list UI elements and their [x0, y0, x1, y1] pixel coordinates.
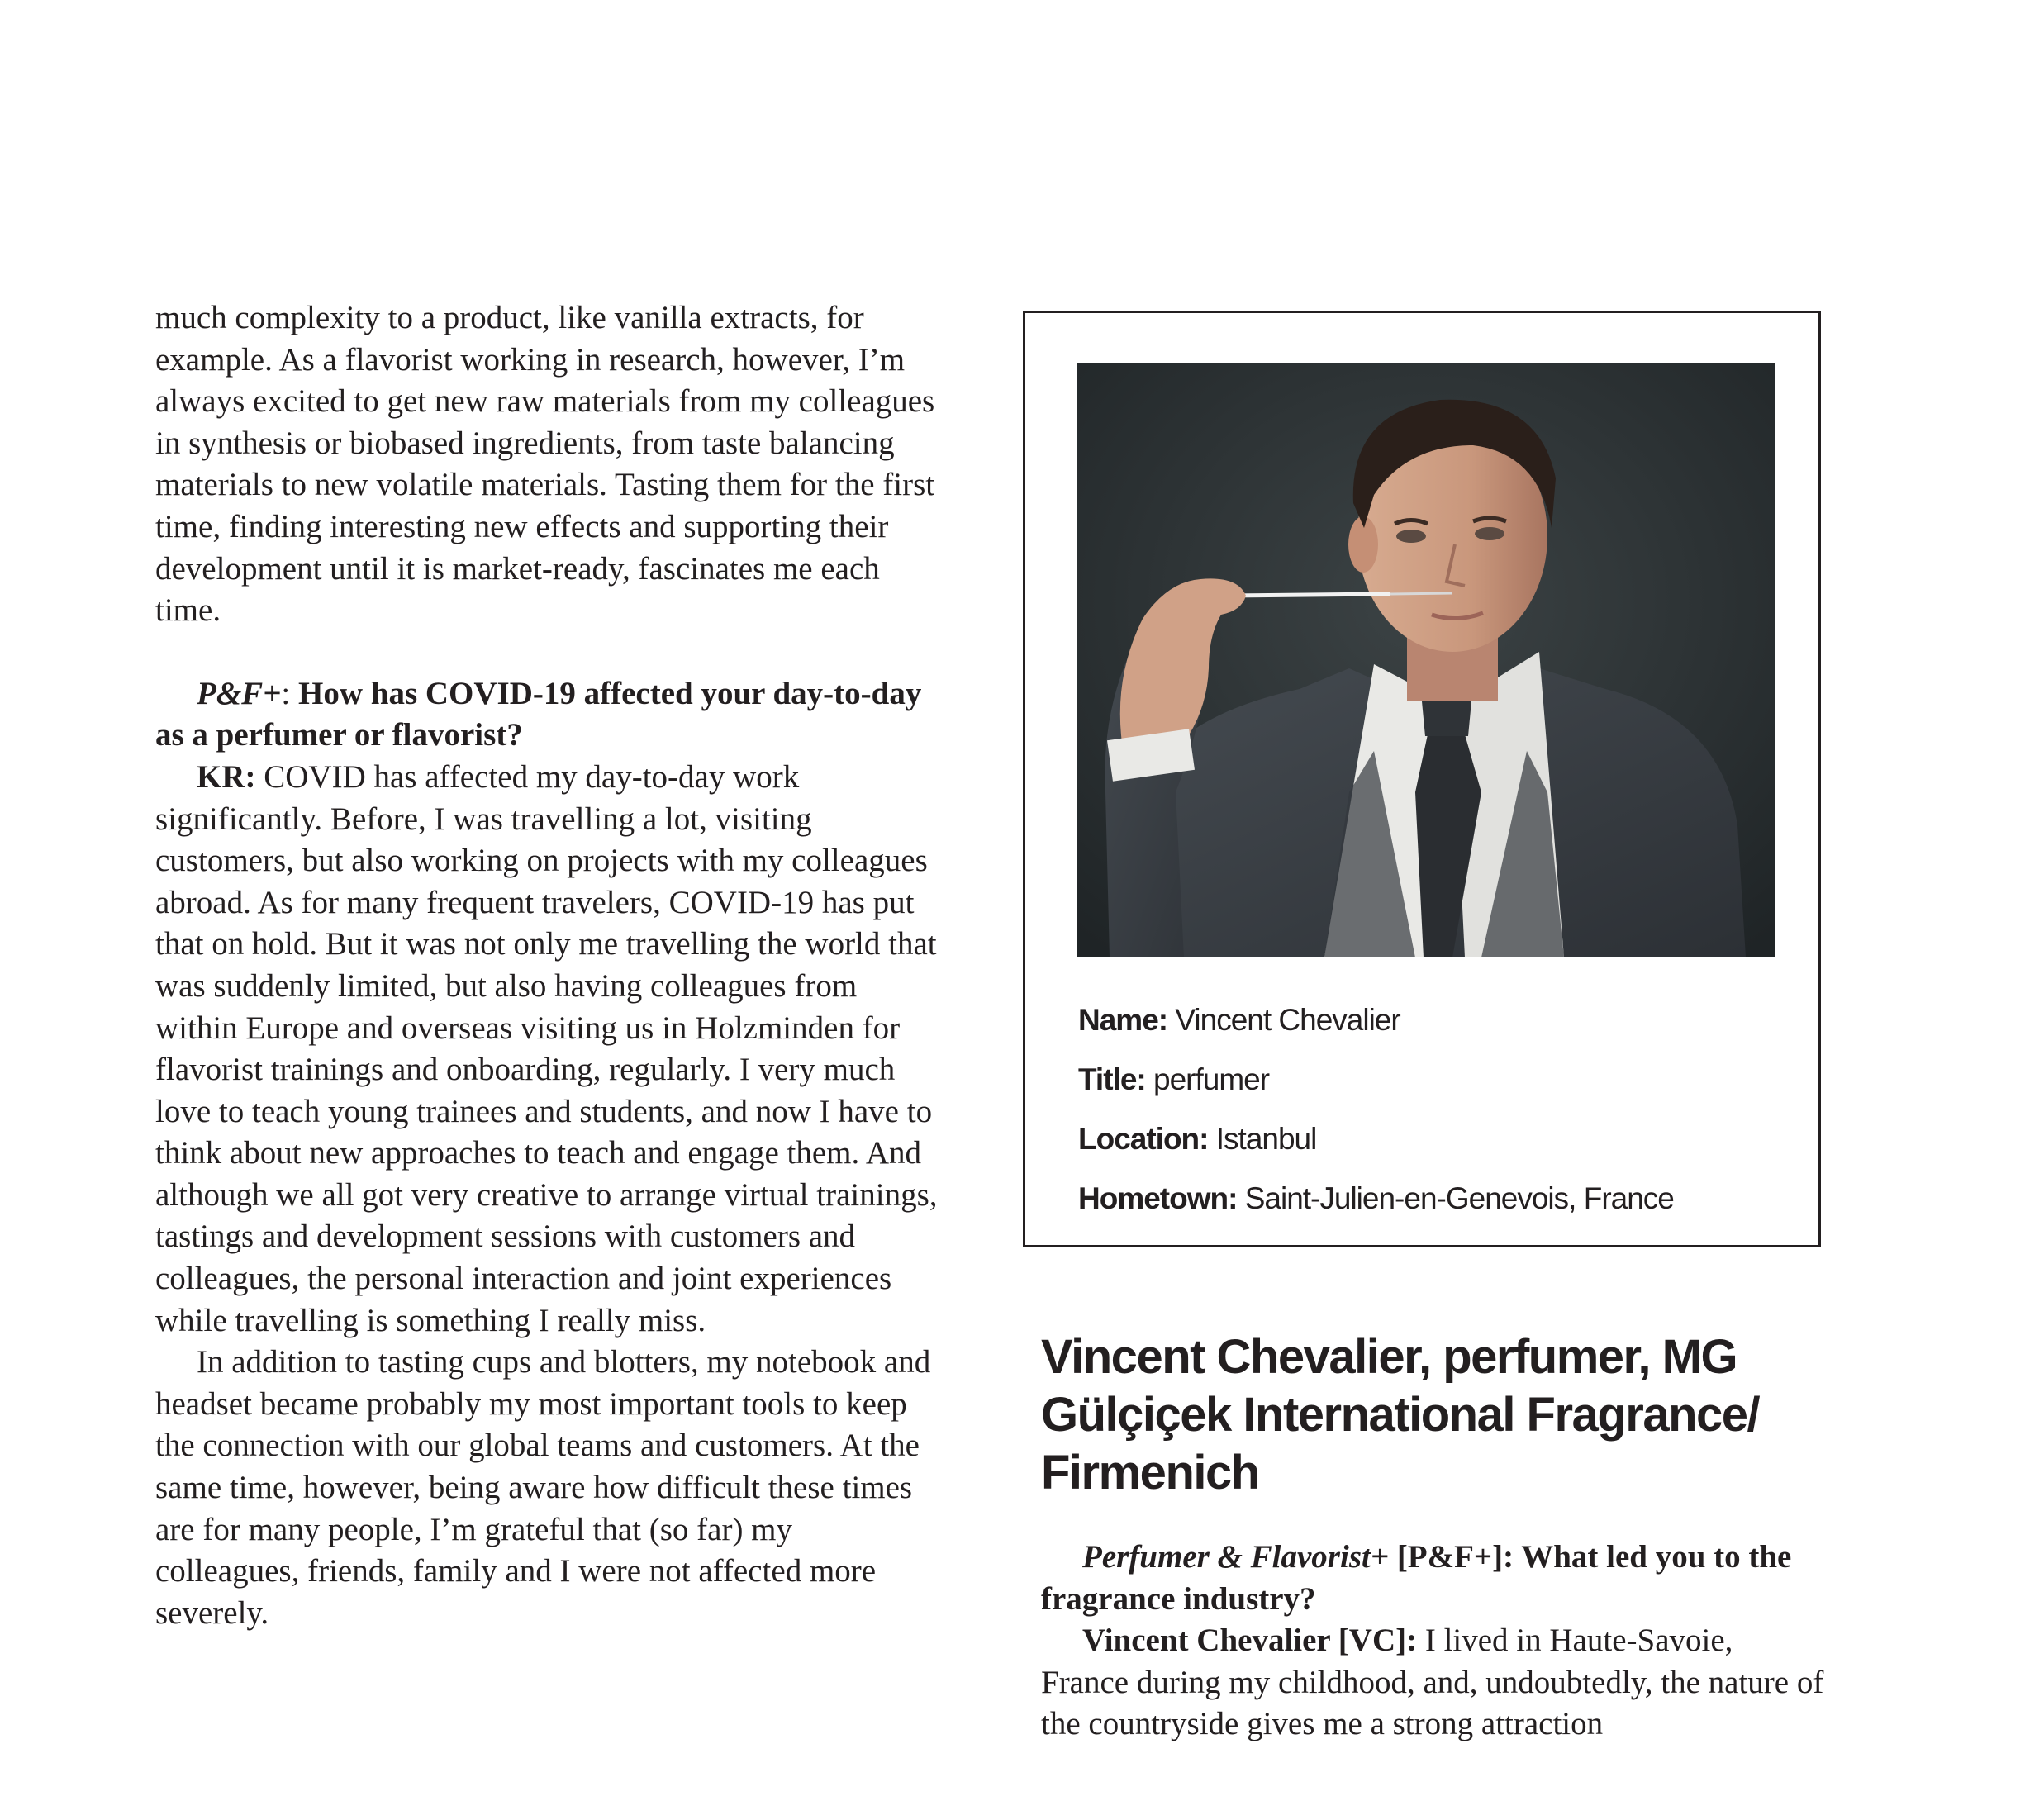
- right-column: [1041, 1537, 1826, 1746]
- question-text: : What led you to the fragrance industry?: [1041, 1539, 1792, 1617]
- body-paragraph: In addition to tasting cups and blotters, my notebook and headset became probably my most important tools to keep the connection with our global teams and customers. At the same time, however, being aware how difficult these times are for many people, I’m grateful that (so far) my colleagues, friends, family and I were not affected more severely.: [155, 1344, 931, 1631]
- interview-question: [155, 673, 940, 757]
- answer-label: Vincent Chevalier [VC]:: [1082, 1623, 1418, 1659]
- fact-location: [1078, 1109, 1789, 1169]
- question-abbrev: [P&F+]: [1389, 1539, 1504, 1575]
- fact-location-label: Location:: [1078, 1122, 1209, 1156]
- paragraph-gap: [155, 632, 940, 673]
- fact-title: [1078, 1050, 1789, 1109]
- body-paragraph: much complexity to a product, like vanilla extracts, for example. As a flavorist working in research, however, I’m always excited to get new raw materials from my colleagues in synthesis or biobased ingredients, from taste balancing materials to new volatile materials. Tasting them for the first time, finding interesting new effects and supporting their development until it is market-ready, fascinates me each time.: [155, 300, 935, 629]
- answer-text: COVID has affected my day-to-day work significantly. Before, I was travelling a lot, visiting customers, but also working on projects with my colleagues abroad. As for many frequent travelers, COVID-19 has put that on hold. But it was not only me travelling the world that was suddenly limited, but also having colleagues from within Europe and overseas visiting us in Holzminden for flavorist trainings and onboarding, regularly. I very much love to teach young trainees and students, and now I have to think about new approaches to teach and engage them. And although we all got very creative to arrange virtual trainings, tastings and development sessions with customers and colleagues, the personal interaction and joint experiences while travelling is something I really miss.: [155, 758, 938, 1338]
- question-separator: :: [281, 675, 298, 711]
- profile-facts: [1078, 991, 1789, 1228]
- profile-box: [1023, 311, 1821, 1247]
- question-text: How has COVID-19 affected your day-to-day as a perfumer or flavorist?: [155, 675, 922, 753]
- fact-hometown-label: Hometown:: [1078, 1181, 1238, 1215]
- article-headline: Vincent Chevalier, perfumer, MG Gülçiçek International Fragrance/ Firmenich: [1041, 1330, 1760, 1499]
- fact-name: [1078, 991, 1789, 1050]
- portrait-photo: [1077, 363, 1775, 957]
- interview-question: [1041, 1537, 1826, 1620]
- fact-name-value: Vincent Chevalier: [1175, 1003, 1400, 1037]
- interview-answer: [155, 757, 940, 1342]
- fact-hometown: [1078, 1169, 1789, 1228]
- fact-name-label: Name:: [1078, 1003, 1168, 1037]
- answer-text: I lived in Haute-Savoie, France during my childhood, and, undoubtedly, the nature of the countryside gives me a strong attraction: [1041, 1623, 1824, 1742]
- answer-label: KR:: [197, 758, 256, 795]
- fact-location-value: Istanbul: [1215, 1122, 1317, 1156]
- fact-hometown-value: Saint-Julien-en-Genevois, France: [1244, 1181, 1674, 1215]
- fact-title-label: Title:: [1078, 1062, 1146, 1096]
- left-column: [155, 297, 940, 1634]
- fact-title-value: perfumer: [1153, 1062, 1270, 1096]
- question-label: P&F+: [197, 675, 282, 711]
- portrait-illustration: [1077, 363, 1775, 957]
- question-label: Perfumer & Flavorist+: [1082, 1539, 1390, 1575]
- interview-answer: [1041, 1620, 1826, 1746]
